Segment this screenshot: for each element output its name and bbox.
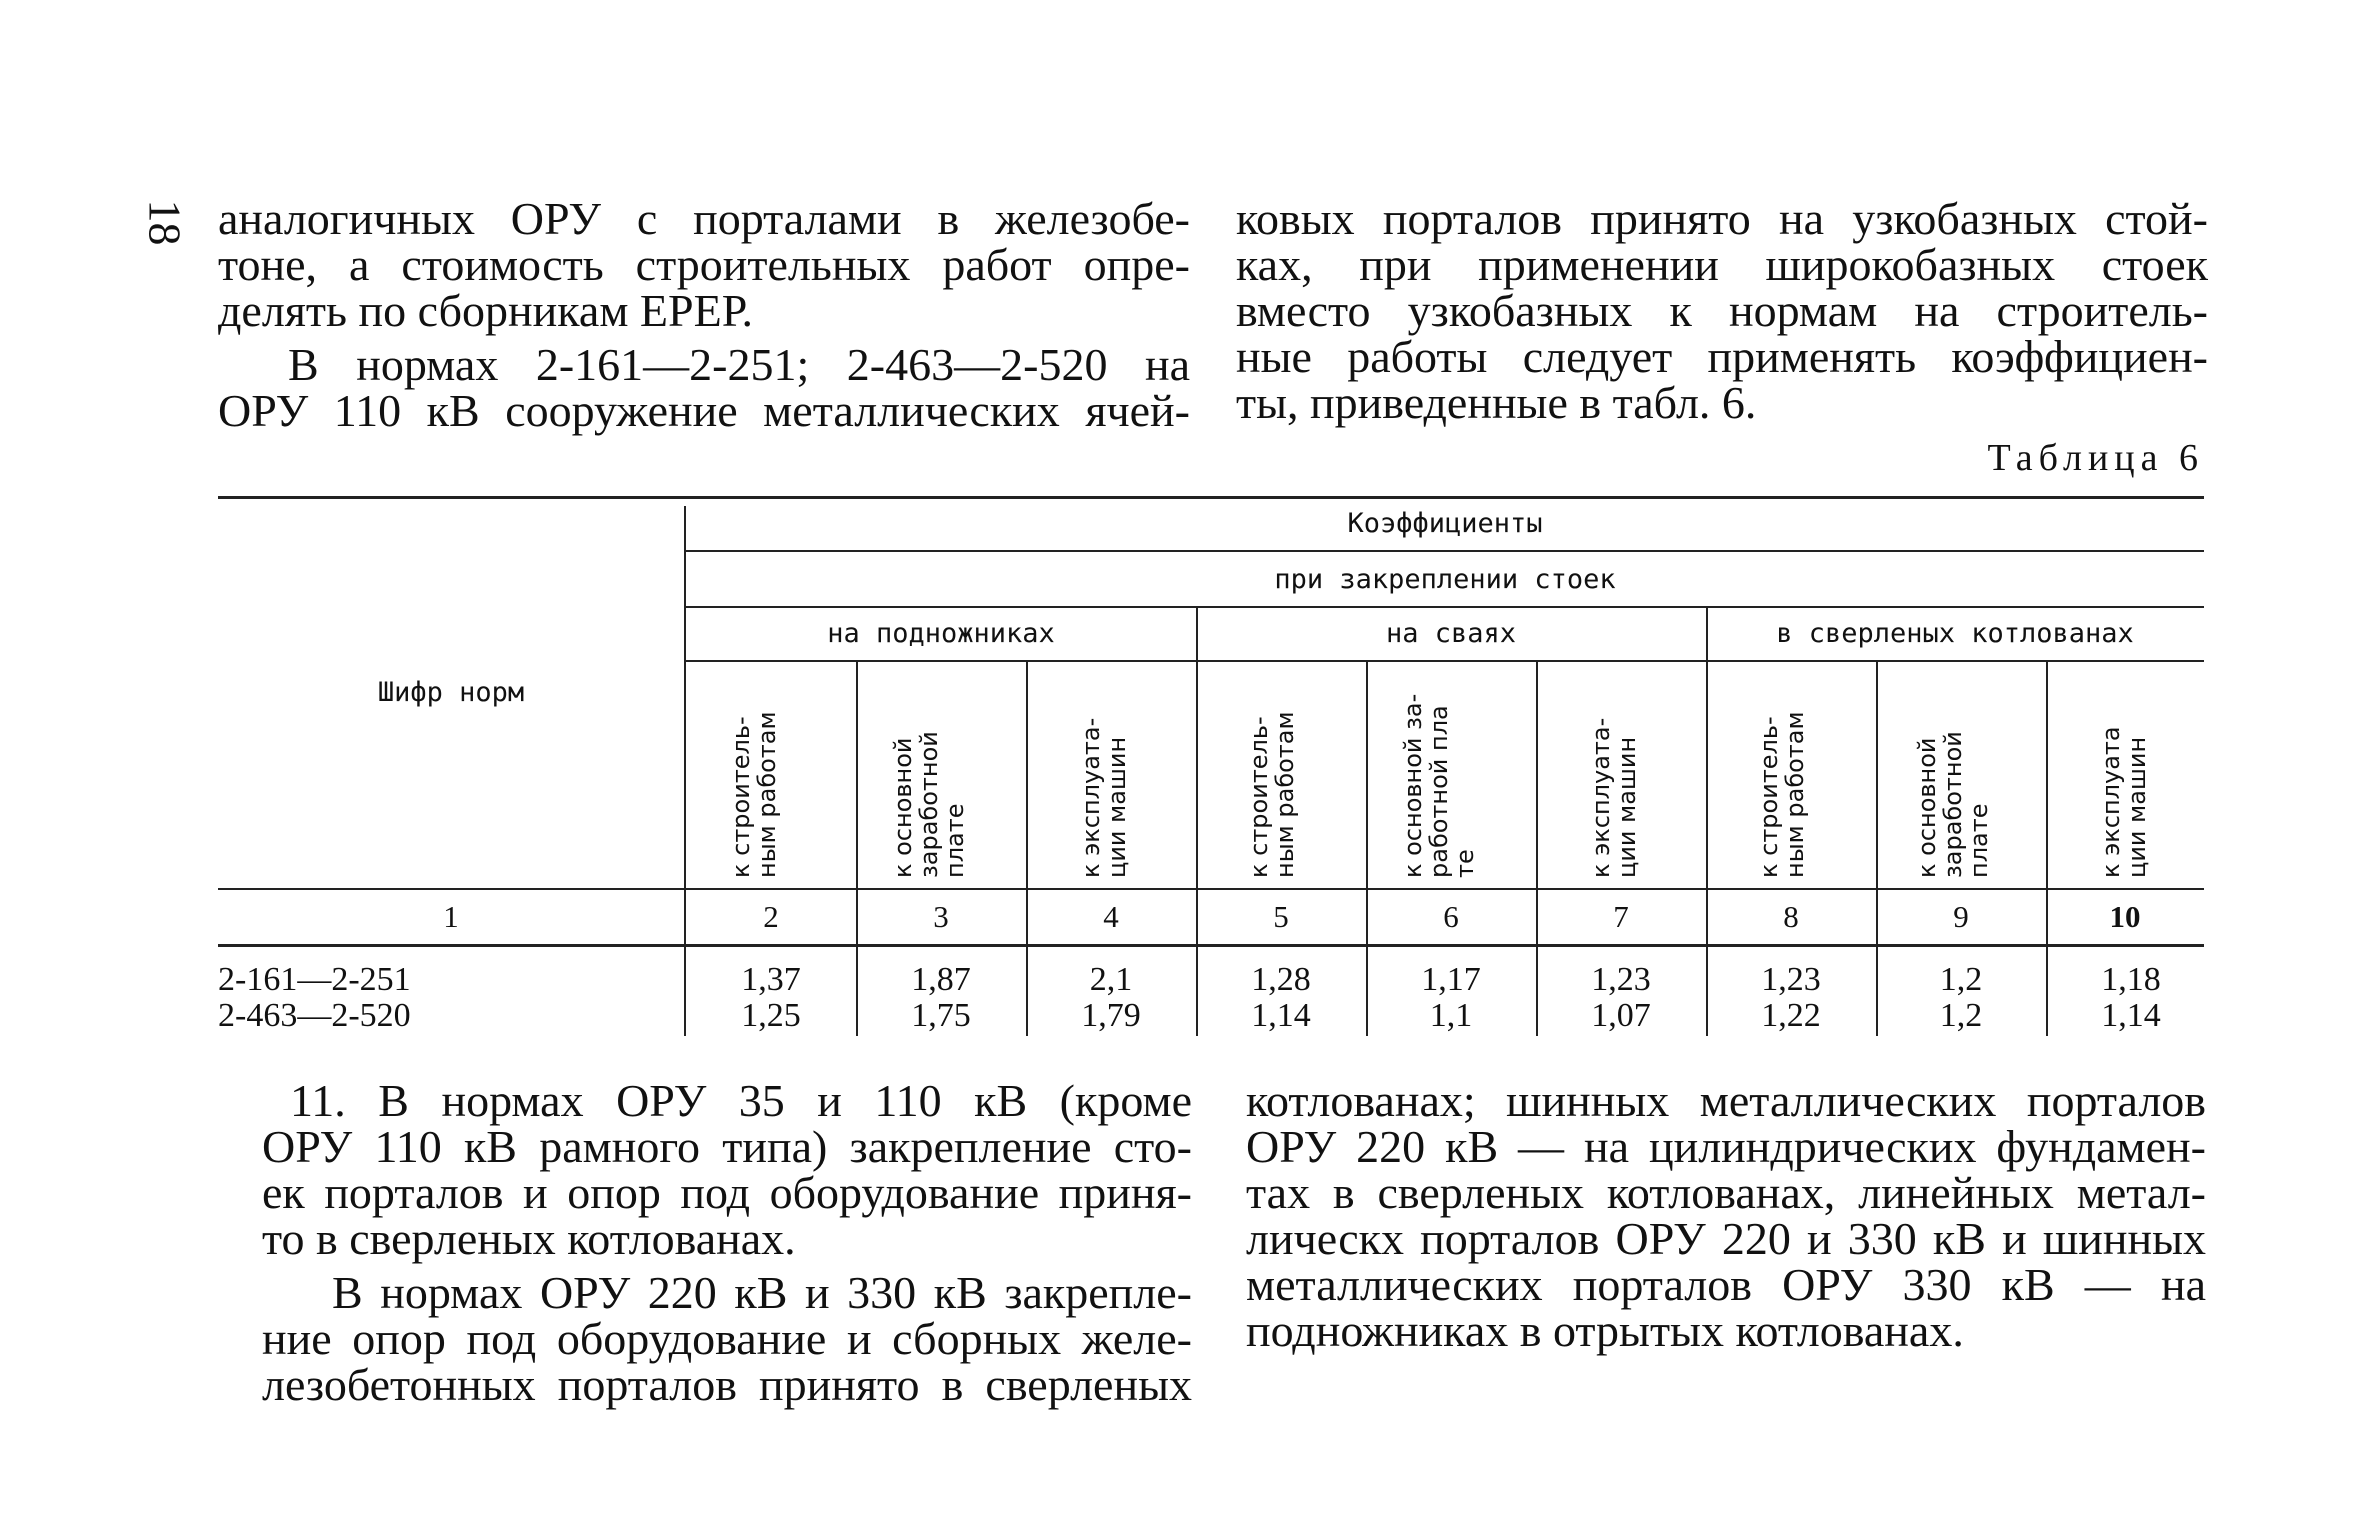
table-col-rule <box>856 660 858 1036</box>
header-group-drilled-pits: в сверленых котлованах <box>1776 617 2134 649</box>
text-line: ты, приведенные в табл. 6. <box>1236 377 1757 428</box>
column-number: 6 <box>1443 899 1459 934</box>
row-code: 2-161—2-251 <box>218 961 411 998</box>
table-col-rule <box>1026 660 1028 1036</box>
text-line: ОРУ 110 кВ сооружение металлических ячей- <box>218 385 1190 436</box>
table-cell: 1,14 <box>2101 997 2161 1034</box>
text-line: В нормах ОРУ 220 кВ и 330 кВ закрепле- <box>332 1267 1192 1318</box>
table-col-rule <box>1706 606 1708 1036</box>
subheader-col-4: к эксплуата- ции машин <box>1077 717 1131 878</box>
text-column-bottom-right <box>1246 1075 2206 1356</box>
text-line: тах в сверленых котлованах, линейных метал- <box>1246 1167 2206 1218</box>
subheader-col-3: к основной заработной плате <box>889 731 969 878</box>
text-line: ек порталов и опор под оборудование приня- <box>262 1167 1192 1218</box>
subheader-col-7: к эксплуата- ции машин <box>1587 717 1641 878</box>
paragraph <box>218 193 1190 336</box>
paragraph <box>262 1267 1192 1410</box>
column-number: 3 <box>933 899 949 934</box>
text-line: аналогичных ОРУ с порталами в железобе- <box>218 193 1190 244</box>
text-line: В нормах 2-161—2-251; 2-463—2-520 на <box>288 339 1190 390</box>
text-line: металлических порталов ОРУ 330 кВ — на <box>1246 1259 2206 1310</box>
table-col-rule <box>1536 660 1538 1036</box>
table-col-rule <box>1196 606 1198 1036</box>
paragraph <box>1236 193 2208 428</box>
column-number: 4 <box>1103 899 1119 934</box>
table-caption: Таблица 6 <box>1987 437 2204 479</box>
table-cell: 1,75 <box>911 997 971 1034</box>
table-cell: 2,1 <box>1089 961 1133 998</box>
table-cell: 1,87 <box>911 961 971 998</box>
subheader-col-5: к строитель- ным работам <box>1245 711 1299 878</box>
table-col-rule <box>2046 660 2048 1036</box>
text-line: подножниках в отрытых котлованах. <box>1246 1305 1964 1356</box>
table-cell: 1,14 <box>1251 997 1311 1034</box>
column-number: 1 <box>443 899 459 934</box>
paragraph <box>1246 1075 2206 1356</box>
column-number: 2 <box>763 899 779 934</box>
table-col-rule <box>1366 660 1368 1036</box>
table-cell: 1,79 <box>1081 997 1141 1034</box>
text-column-top-left <box>218 193 1190 436</box>
column-number: 8 <box>1783 899 1799 934</box>
table-cell: 1,28 <box>1251 961 1311 998</box>
text-line: тоне, а стоимость строительных работ опре- <box>218 239 1190 290</box>
table-cell: 1,1 <box>1429 997 1473 1034</box>
header-coefficients: Коэффициенты <box>1347 507 1543 539</box>
text-column-top-right <box>1236 193 2208 428</box>
table-cell: 1,2 <box>1939 961 1983 998</box>
header-fixing: при закреплении стоек <box>1274 563 1616 595</box>
text-line: ковых порталов принято на узкобазных стой- <box>1236 193 2208 244</box>
header-group-piles: на сваях <box>1385 617 1517 649</box>
text-column-bottom-left <box>262 1075 1192 1410</box>
table-cell: 1,25 <box>741 997 801 1034</box>
paragraph <box>218 339 1190 436</box>
text-line: ОРУ 110 кВ рамного типа) закрепление сто- <box>262 1121 1192 1172</box>
text-line: ние опор под оборудование и сборных желе- <box>262 1313 1192 1364</box>
subheader-col-10: к эксплуата ции машин <box>2097 726 2151 878</box>
column-number: 9 <box>1953 899 1969 934</box>
text-line: то в сверленых котлованах. <box>262 1213 796 1264</box>
subheader-col-8: к строитель- ным работам <box>1755 711 1809 878</box>
column-number: 5 <box>1273 899 1289 934</box>
header-group-footings: на подножниках <box>827 617 1055 649</box>
table-cell: 1,17 <box>1421 961 1481 998</box>
paragraph <box>262 1075 1192 1264</box>
text-line: лезобетонных порталов принято в сверленых <box>262 1359 1192 1410</box>
text-line: ОРУ 220 кВ — на цилиндрических фундамен- <box>1246 1121 2206 1172</box>
row-code: 2-463—2-520 <box>218 997 411 1034</box>
column-number: 7 <box>1613 899 1629 934</box>
text-line: ках, при применении широкобазных стоек <box>1236 239 2208 290</box>
table-cell: 1,07 <box>1591 997 1651 1034</box>
table-cell: 1,37 <box>741 961 801 998</box>
page-number: 18 <box>139 199 191 246</box>
text-line: 11. В нормах ОРУ 35 и 110 кВ (кроме <box>290 1075 1192 1126</box>
subheader-col-9: к основной заработной плате <box>1913 731 1993 878</box>
table-numbers-rule <box>218 944 2204 947</box>
text-line: лическх порталов ОРУ 220 и 330 кВ и шинных <box>1246 1213 2206 1264</box>
table-cell: 1,23 <box>1761 961 1821 998</box>
table-rule <box>686 660 2204 662</box>
text-line: ные работы следует применять коэффициен- <box>1236 331 2208 382</box>
table-cell: 1,23 <box>1591 961 1651 998</box>
table-cell: 1,18 <box>2101 961 2161 998</box>
coefficients-table <box>218 496 2204 1036</box>
table-cell: 1,2 <box>1939 997 1983 1034</box>
header-code-column: Шифр норм <box>377 676 525 708</box>
table-col-rule <box>1876 660 1878 1036</box>
text-line: вместо узкобазных к нормам на строитель- <box>1236 285 2208 336</box>
column-number: 10 <box>2109 899 2141 934</box>
subheader-col-2: к строитель- ным работам <box>727 711 781 878</box>
table-cell: 1,22 <box>1761 997 1821 1034</box>
subheader-col-6: к основной за- работной пла те <box>1399 693 1479 878</box>
text-line: делять по сборникам ЕРЕР. <box>218 285 754 336</box>
text-line: котлованах; шинных металлических порталов <box>1246 1075 2206 1126</box>
